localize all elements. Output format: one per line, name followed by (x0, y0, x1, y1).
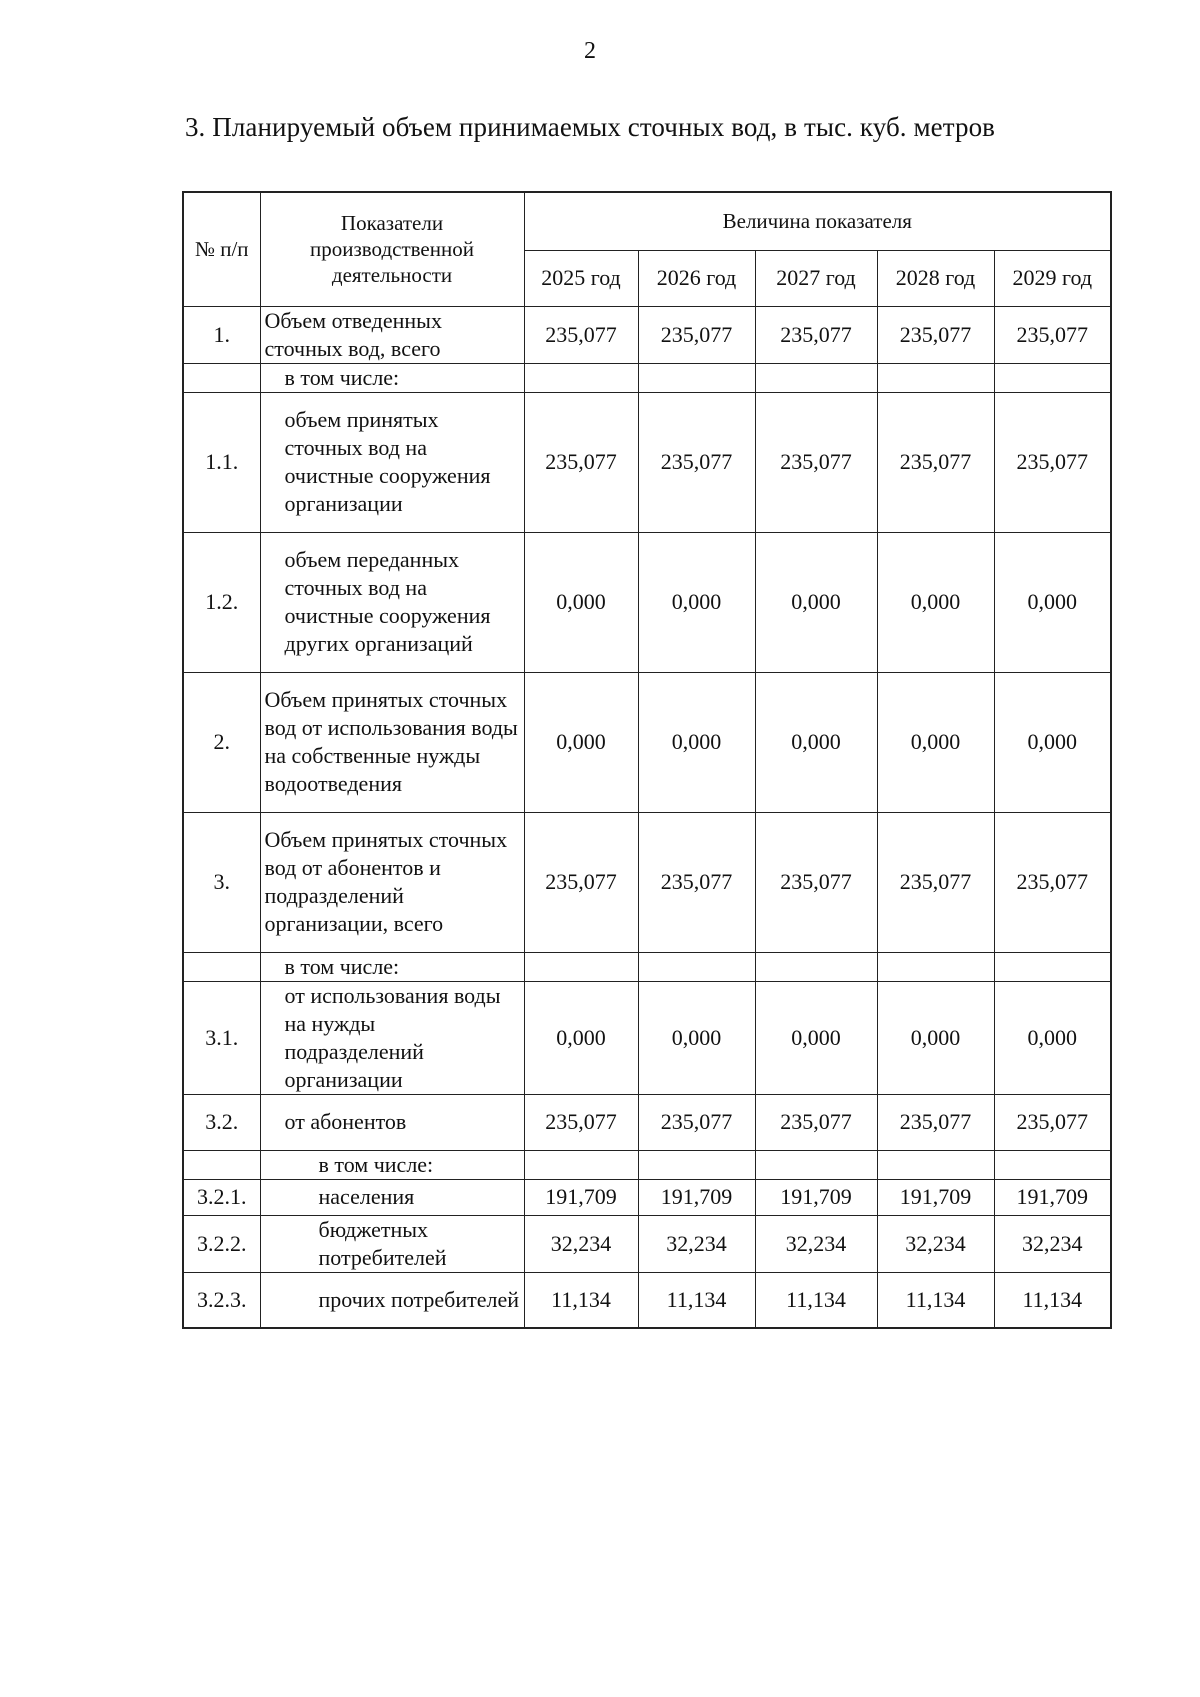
row-label: в том числе: (260, 1150, 524, 1179)
value-cell: 235,077 (524, 392, 638, 532)
header-num: № п/п (183, 192, 260, 306)
row-label: объем переданных сточных вод на очистные сооружения других организаций (260, 532, 524, 672)
table-row (183, 532, 1111, 672)
row-label: в том числе: (260, 952, 524, 981)
value-cell (755, 363, 877, 392)
value-cell: 32,234 (638, 1215, 755, 1272)
value-cell: 11,134 (877, 1272, 994, 1328)
value-cell: 235,077 (524, 812, 638, 952)
header-year: 2029 год (994, 250, 1111, 306)
value-cell: 235,077 (638, 1094, 755, 1150)
value-cell: 191,709 (994, 1179, 1111, 1215)
value-cell (755, 952, 877, 981)
row-number: 3.2.1. (183, 1179, 260, 1215)
row-number: 3.1. (183, 981, 260, 1094)
row-number: 3.2.2. (183, 1215, 260, 1272)
value-cell (638, 952, 755, 981)
value-cell: 235,077 (877, 812, 994, 952)
row-number: 3.2. (183, 1094, 260, 1150)
table-row (183, 812, 1111, 952)
header-year: 2026 год (638, 250, 755, 306)
value-cell (524, 363, 638, 392)
row-label: объем принятых сточных вод на очистные сооружения организации (260, 392, 524, 532)
value-cell: 0,000 (877, 672, 994, 812)
row-number: 1.2. (183, 532, 260, 672)
value-cell (994, 1150, 1111, 1179)
value-cell (994, 952, 1111, 981)
value-cell: 191,709 (524, 1179, 638, 1215)
value-cell (877, 1150, 994, 1179)
value-cell: 0,000 (638, 672, 755, 812)
table-row (183, 1215, 1111, 1272)
table-row (183, 1150, 1111, 1179)
value-cell (638, 1150, 755, 1179)
value-cell: 191,709 (755, 1179, 877, 1215)
value-cell: 191,709 (638, 1179, 755, 1215)
value-cell: 32,234 (994, 1215, 1111, 1272)
row-label: от использования воды на нужды подразделений организации (260, 981, 524, 1094)
document-title: 3. Планируемый объем принимаемых сточных вод, в тыс. куб. метров (184, 112, 996, 142)
value-cell: 0,000 (755, 672, 877, 812)
row-number (183, 952, 260, 981)
value-cell: 0,000 (524, 532, 638, 672)
value-cell: 0,000 (994, 981, 1111, 1094)
value-cell: 235,077 (994, 1094, 1111, 1150)
value-cell: 235,077 (638, 812, 755, 952)
value-cell (877, 363, 994, 392)
header-year: 2025 год (524, 250, 638, 306)
table-row (183, 1272, 1111, 1328)
row-label: в том числе: (260, 363, 524, 392)
value-cell: 0,000 (994, 532, 1111, 672)
value-cell: 0,000 (638, 532, 755, 672)
row-label: прочих потребителей (260, 1272, 524, 1328)
value-cell: 0,000 (994, 672, 1111, 812)
page-number: 2 (584, 38, 596, 64)
row-label: Объем принятых сточных вод от абонентов и подразделений организации, всего (260, 812, 524, 952)
row-number: 1. (183, 306, 260, 363)
row-number: 3.2.3. (183, 1272, 260, 1328)
value-cell: 235,077 (994, 812, 1111, 952)
value-cell (524, 1150, 638, 1179)
row-number (183, 363, 260, 392)
table-row (183, 981, 1111, 1094)
wastewater-volume-table (182, 191, 1112, 1329)
table-row (183, 306, 1111, 363)
value-cell: 235,077 (755, 812, 877, 952)
value-cell: 235,077 (877, 1094, 994, 1150)
value-cell: 0,000 (877, 532, 994, 672)
value-cell: 0,000 (877, 981, 994, 1094)
row-label: Объем принятых сточных вод от использования воды на собственные нужды водоотведения (260, 672, 524, 812)
row-number: 2. (183, 672, 260, 812)
value-cell: 32,234 (755, 1215, 877, 1272)
value-cell: 235,077 (755, 1094, 877, 1150)
table-row (183, 952, 1111, 981)
header-year: 2027 год (755, 250, 877, 306)
table-row (183, 672, 1111, 812)
value-cell: 235,077 (994, 306, 1111, 363)
row-label: населения (260, 1179, 524, 1215)
value-cell: 235,077 (638, 392, 755, 532)
header-year: 2028 год (877, 250, 994, 306)
row-label: от абонентов (260, 1094, 524, 1150)
table-body (183, 306, 1111, 1328)
value-cell: 235,077 (877, 392, 994, 532)
row-number: 1.1. (183, 392, 260, 532)
row-number: 3. (183, 812, 260, 952)
value-cell: 32,234 (877, 1215, 994, 1272)
value-cell: 235,077 (524, 306, 638, 363)
value-cell (877, 952, 994, 981)
table-row (183, 363, 1111, 392)
header-value: Величина показателя (524, 192, 1111, 250)
table-row (183, 392, 1111, 532)
value-cell: 11,134 (524, 1272, 638, 1328)
value-cell: 0,000 (524, 672, 638, 812)
value-cell: 0,000 (755, 532, 877, 672)
header-indicator: Показатели производственной деятельности (260, 192, 524, 306)
value-cell (524, 952, 638, 981)
value-cell (638, 363, 755, 392)
row-label: бюджетных потребителей (260, 1215, 524, 1272)
value-cell (755, 1150, 877, 1179)
table-row (183, 1179, 1111, 1215)
value-cell: 235,077 (638, 306, 755, 363)
value-cell: 0,000 (638, 981, 755, 1094)
table-row (183, 1094, 1111, 1150)
value-cell: 235,077 (877, 306, 994, 363)
value-cell: 11,134 (755, 1272, 877, 1328)
value-cell: 235,077 (755, 306, 877, 363)
value-cell: 32,234 (524, 1215, 638, 1272)
value-cell: 235,077 (524, 1094, 638, 1150)
row-number (183, 1150, 260, 1179)
value-cell: 0,000 (524, 981, 638, 1094)
value-cell: 11,134 (994, 1272, 1111, 1328)
value-cell: 11,134 (638, 1272, 755, 1328)
value-cell (994, 363, 1111, 392)
row-label: Объем отведенных сточных вод, всего (260, 306, 524, 363)
value-cell: 0,000 (755, 981, 877, 1094)
value-cell: 235,077 (994, 392, 1111, 532)
value-cell: 235,077 (755, 392, 877, 532)
value-cell: 191,709 (877, 1179, 994, 1215)
